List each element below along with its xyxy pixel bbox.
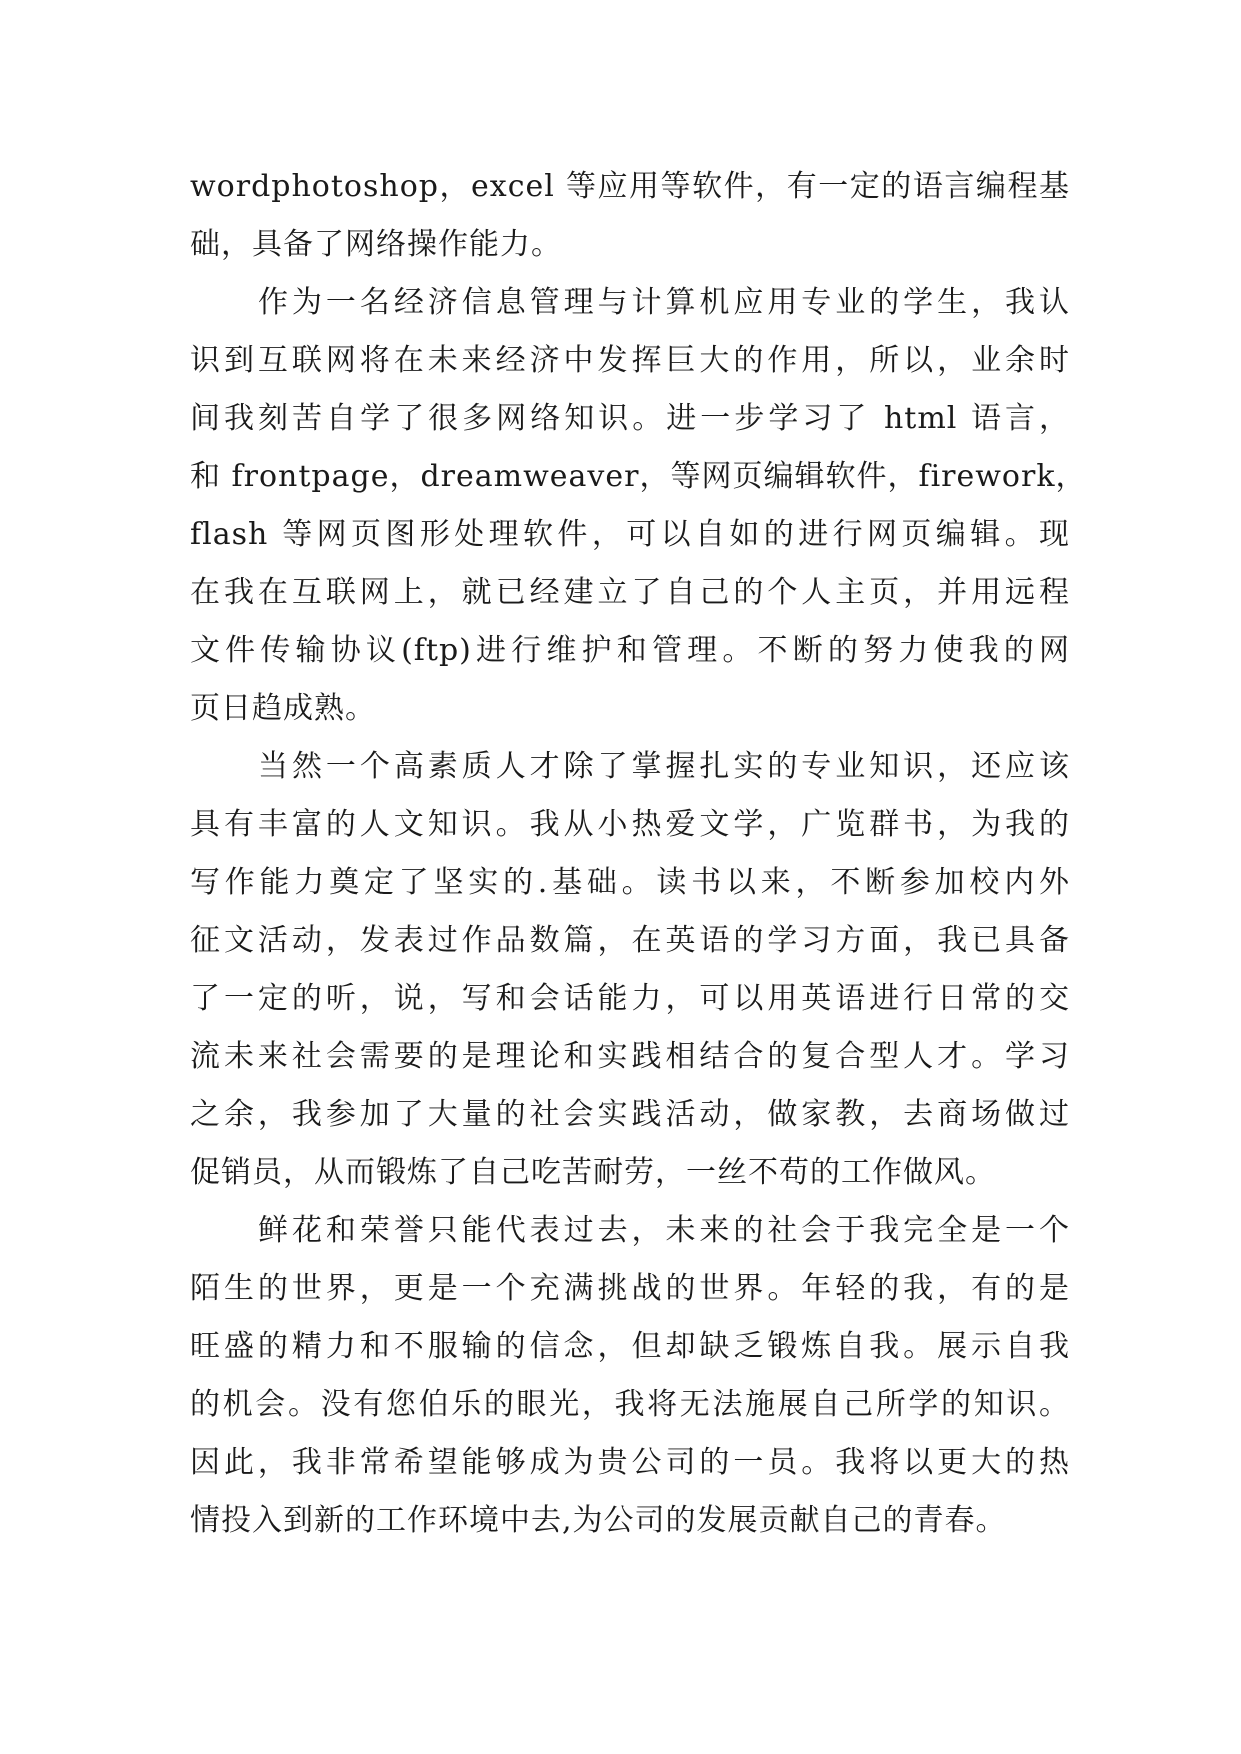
text-line: 流未来社会需要的是理论和实践相结合的复合型人才。学习 <box>190 1039 1070 1074</box>
text-line: wordphotoshop，excel 等应用等软件，有一定的语言编程基 <box>190 169 1070 204</box>
text-line: 和 frontpage，dreamweaver，等网页编辑软件，firework， <box>190 459 1087 494</box>
text-line: 页日趋成熟。 <box>190 691 376 726</box>
text-line: 识到互联网将在未来经济中发挥巨大的作用，所以，业余时 <box>190 343 1070 378</box>
text-line: 因此，我非常希望能够成为贵公司的一员。我将以更大的热 <box>190 1445 1070 1480</box>
text-line: 具有丰富的人文知识。我从小热爱文学，广览群书，为我的 <box>190 807 1070 842</box>
text-line: 旺盛的精力和不服输的信念，但却缺乏锻炼自我。展示自我 <box>190 1329 1070 1364</box>
text-line: flash 等网页图形处理软件，可以自如的进行网页编辑。现 <box>190 517 1070 552</box>
text-line: 文件传输协议(ftp)进行维护和管理。不断的努力使我的网 <box>190 633 1070 668</box>
text-line: 作为一名经济信息管理与计算机应用专业的学生，我认 <box>258 285 1070 320</box>
text-line: 了一定的听，说，写和会话能力，可以用英语进行日常的交 <box>190 981 1070 1016</box>
text-line: 鲜花和荣誉只能代表过去，未来的社会于我完全是一个 <box>258 1213 1070 1248</box>
text-line: 的机会。没有您伯乐的眼光，我将无法施展自己所学的知识。 <box>190 1387 1070 1422</box>
text-line: 促销员，从而锻炼了自己吃苦耐劳，一丝不苟的工作做风。 <box>190 1155 996 1190</box>
text-line: 础，具备了网络操作能力。 <box>190 227 562 262</box>
text-line: 情投入到新的工作环境中去,为公司的发展贡献自己的青春。 <box>190 1503 1007 1538</box>
document-body <box>190 158 1087 1550</box>
text-line: 在我在互联网上，就已经建立了自己的个人主页，并用远程 <box>190 575 1070 610</box>
text-line: 陌生的世界，更是一个充满挑战的世界。年轻的我，有的是 <box>190 1271 1070 1306</box>
text-line: 间我刻苦自学了很多网络知识。进一步学习了 html 语言， <box>190 401 1070 436</box>
text-line: 征文活动，发表过作品数篇，在英语的学习方面，我已具备 <box>190 923 1070 958</box>
text-line: 之余，我参加了大量的社会实践活动，做家教，去商场做过 <box>190 1097 1070 1132</box>
text-line: 当然一个高素质人才除了掌握扎实的专业知识，还应该 <box>258 749 1070 784</box>
text-line: 写作能力奠定了坚实的.基础。读书以来，不断参加校内外 <box>190 865 1070 900</box>
